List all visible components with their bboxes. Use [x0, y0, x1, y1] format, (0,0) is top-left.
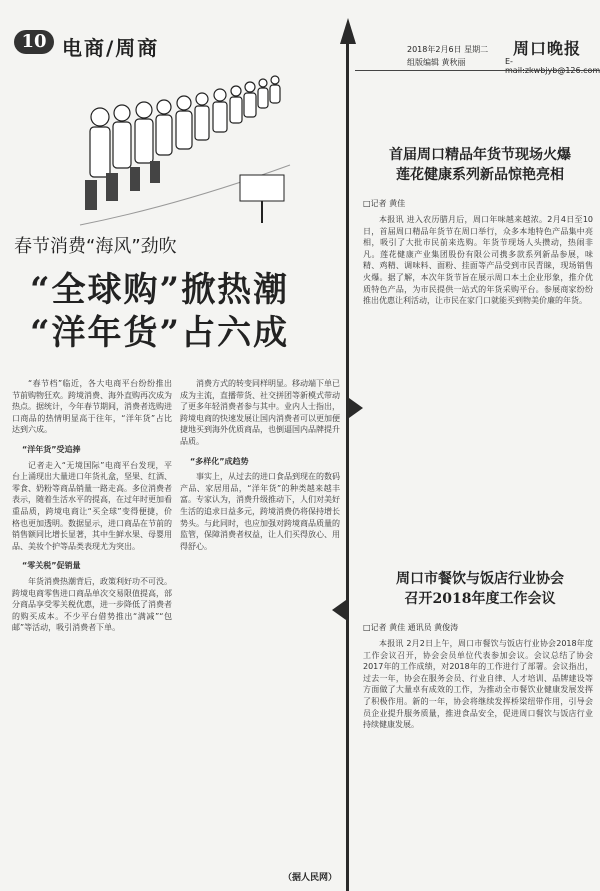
section-title: 电商/周商	[62, 36, 160, 60]
contact-email: E-	[505, 57, 513, 66]
article2-headline-2: 召开2018年度工作会议	[404, 591, 556, 607]
kicker: 春节消费“海风”劲吹	[14, 236, 177, 257]
issue-date: 2018年2月6日 星期二	[407, 45, 489, 54]
subhead: “洋年货”受追捧	[22, 444, 81, 454]
header-rule	[355, 70, 600, 71]
arrow-up-icon	[340, 18, 356, 44]
subhead: “多样化”成趋势	[190, 456, 249, 466]
subhead: “零关税”促销量	[22, 561, 81, 571]
body-paragraph: 年货消费热潮背后，政策利好功不可没。跨境电商零售进口商品单次交易限值提高，部分商品享受零关税优惠，进一步降低了消费者的购买成本。不少平台借势推出“满减”“包邮”等活动，吸引消费者下单。	[12, 576, 172, 633]
editor-credit: 组版编辑 黄秋丽	[407, 58, 466, 67]
page-number: 10	[14, 30, 54, 54]
right-page	[355, 0, 600, 891]
article1-byline: □记者 黄佳	[363, 199, 406, 208]
queue-illustration	[60, 55, 300, 230]
article2-body	[363, 638, 593, 883]
arrow-left-icon	[332, 600, 346, 620]
body-paragraph: 本报讯 2月2日上午，周口市餐饮与饭店行业协会2018年度工作会议召开，协会会员单位代表参加会议。会议总结了协会2017年的工作成绩，对2018年的工作进行了部署。会议指出，过去一年，协会在服务会员、行业自律、人才培训、品牌建设等方面做了大量卓有成效的工作，为推动全市餐饮业健康发展发挥了积极作用。新的一年，协会将继续发挥桥梁纽带作用，引导会员企业提升服务质量，推进食品安全，促进周口餐饮与饭店行业持续健康发展。	[363, 639, 593, 730]
article2-byline: □记者 黄佳 通讯员 黄俊涛	[363, 623, 459, 632]
body-paragraph: 事实上，从过去的进口食品到现在的数码产品、家居用品，“洋年货”的种类越来越丰富。专家认为，消费升级推动下，人们对美好生活的追求日益多元，跨境消费仍将保持增长势头。与此同时，也应加强对跨境商品质量的监管，保障消费者权益，让人们买得放心、用得舒心。	[180, 472, 340, 551]
masthead: 周口晚报	[513, 39, 582, 58]
intro-paragraph: “春节档”临近，各大电商平台纷纷推出节前购物狂欢。跨境消费、海外直购再次成为热点。据统计，今年春节期间，消费者选购进口商品的热情明显高于往年，“洋年货”占比达到六成。	[12, 379, 172, 435]
article1-headline-2: 莲花健康系列新品惊艳亮相	[396, 167, 564, 183]
body-paragraph: 消费方式的转变同样明显。移动端下单已成为主流，直播带货、社交拼团等新模式带动了更多年轻消费者参与其中。业内人士指出，跨境电商的快速发展让国内消费者可以更加便捷地买到海外优质商品，也倒逼国内品牌提升品质。	[180, 379, 340, 446]
body-paragraph: 记者走入“无境国际”电商平台发现，平台上涌现出大量进口年货礼盒，坚果、红酒、零食、奶粉等商品销量一路走高。多位消费者表示，随着生活水平的提高，在过年时更加看重品质，跨境电商让“买全球”变得便捷，价格也更加透明。数据显示，进口商品在节前的销售额同比增长显著，其中生鲜水果、母婴用品、美妆个护等品类表现尤为突出。	[12, 460, 172, 551]
page-divider	[346, 40, 349, 891]
article-column-1	[12, 378, 172, 878]
article-column-2	[180, 378, 340, 878]
headline-line-2: “洋年货”占六成	[30, 313, 290, 353]
source-credit: （据人民网）	[282, 873, 337, 883]
article1-headline-1: 首届周口精品年货节现场火爆	[389, 147, 571, 163]
body-paragraph: 本报讯 进入农历腊月后，周口年味越来越浓。2月4日至10日，首届周口精品年货节在周口举行，众多本地特色产品集中亮相，吸引了大批市民前来选购。年货节现场人头攒动，热闹非凡。莲花健康产业集团股份有限公司携多款系列新品参展，味精、鸡精、调味料、面粉、挂面等产品受到市民青睐，现场销售火爆。据了解，本次年货节旨在展示周口本土企业形象，推介优质特色产品，为市民提供一站式的年货采购平台。参展商家纷纷推出优惠让利活动，让市民在家门口就能买到物美价廉的年货。	[363, 215, 593, 306]
article1-body	[363, 214, 593, 544]
headline-line-1: “全球购”掀热潮	[30, 270, 290, 310]
article2-headline-1: 周口市餐饮与饭店行业协会	[396, 571, 564, 587]
